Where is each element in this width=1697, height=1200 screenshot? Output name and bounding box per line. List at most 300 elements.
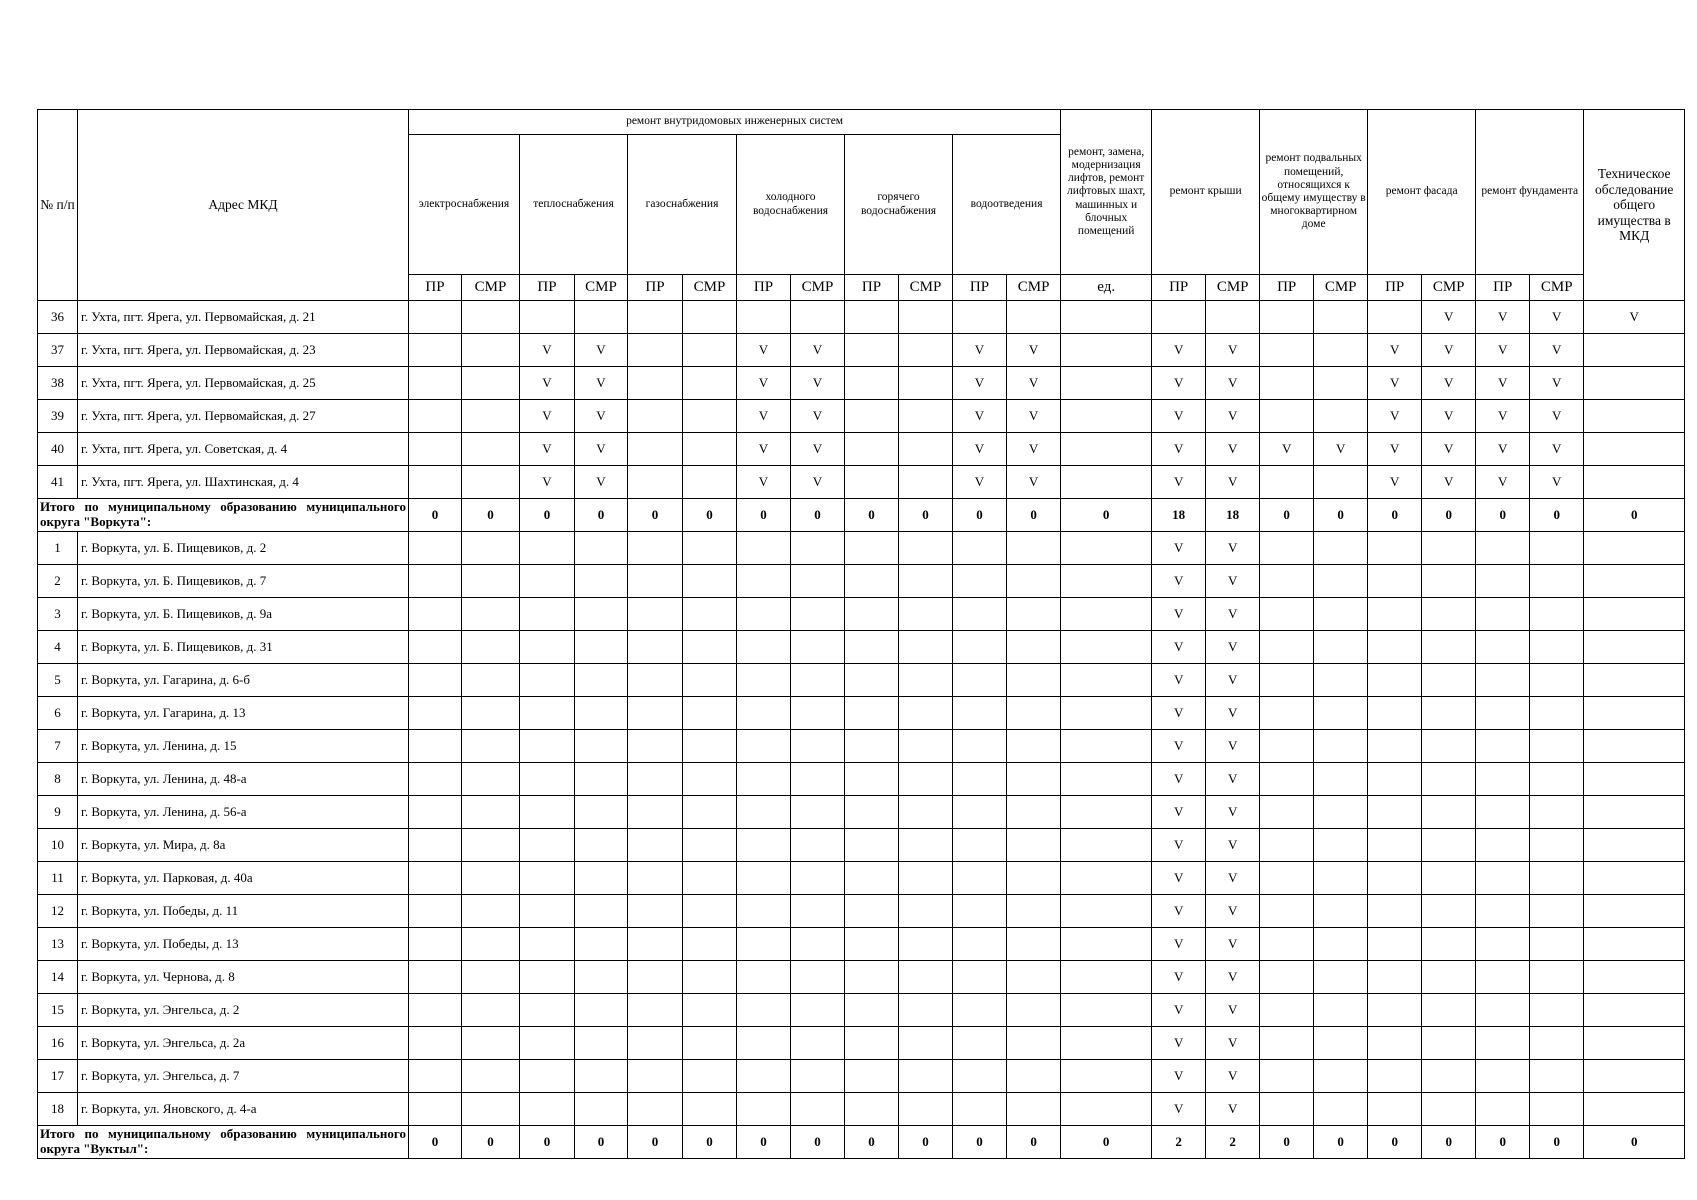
mark-cell <box>1422 928 1476 961</box>
mark-cell: V <box>1152 433 1206 466</box>
mark-cell <box>520 796 575 829</box>
mark-cell <box>1368 1093 1422 1126</box>
mark-cell <box>462 730 520 763</box>
mark-cell <box>1476 994 1530 1027</box>
mark-cell <box>520 1093 575 1126</box>
row-address: г. Воркута, ул. Ленина, д. 48-а <box>78 763 409 796</box>
total-value: 0 <box>409 1126 462 1159</box>
mark-cell: V <box>1206 1060 1260 1093</box>
mark-cell: V <box>737 334 791 367</box>
table-row <box>38 1093 1685 1126</box>
mark-cell: V <box>1152 1060 1206 1093</box>
table-row <box>38 829 1685 862</box>
mark-cell <box>845 994 899 1027</box>
mark-cell: V <box>1476 400 1530 433</box>
mark-cell <box>1476 961 1530 994</box>
mark-cell: V <box>575 466 628 499</box>
mark-cell <box>1260 994 1314 1027</box>
mark-cell <box>1368 598 1422 631</box>
mark-cell <box>845 664 899 697</box>
row-address: г. Ухта, пгт. Ярега, ул. Первомайская, д. 23 <box>78 334 409 367</box>
mark-cell: V <box>1152 928 1206 961</box>
mark-cell <box>845 862 899 895</box>
mark-cell <box>1061 961 1152 994</box>
mark-cell <box>409 664 462 697</box>
total-value: 0 <box>899 499 953 532</box>
table-row <box>38 1060 1685 1093</box>
mark-cell <box>462 928 520 961</box>
mark-cell <box>1007 730 1061 763</box>
row-number: 6 <box>38 697 78 730</box>
mark-cell <box>1061 1060 1152 1093</box>
mark-cell <box>575 1093 628 1126</box>
mark-cell <box>791 829 845 862</box>
mark-cell <box>1061 763 1152 796</box>
mark-cell <box>1422 1093 1476 1126</box>
table-row <box>38 334 1685 367</box>
mark-cell <box>683 1027 737 1060</box>
header-address: Адрес МКД <box>78 110 409 301</box>
mark-cell <box>899 565 953 598</box>
mark-cell <box>1584 895 1685 928</box>
mark-cell: V <box>1152 796 1206 829</box>
mark-cell <box>1476 1093 1530 1126</box>
mark-cell: V <box>1422 433 1476 466</box>
mark-cell: V <box>1206 862 1260 895</box>
mark-cell <box>1061 400 1152 433</box>
mark-cell <box>1476 895 1530 928</box>
mark-cell <box>1260 796 1314 829</box>
mark-cell: V <box>1152 1093 1206 1126</box>
mark-cell <box>628 367 683 400</box>
mark-cell <box>1530 763 1584 796</box>
mark-cell: V <box>1152 763 1206 796</box>
mark-cell: V <box>1314 433 1368 466</box>
mark-cell: V <box>791 334 845 367</box>
mark-cell <box>1260 334 1314 367</box>
mark-cell: V <box>1007 334 1061 367</box>
mark-cell <box>462 466 520 499</box>
mark-cell <box>628 862 683 895</box>
mark-cell <box>899 1027 953 1060</box>
mark-cell <box>628 928 683 961</box>
mark-cell <box>520 961 575 994</box>
total-value: 0 <box>1530 1126 1584 1159</box>
mark-cell <box>1061 895 1152 928</box>
mark-cell <box>520 928 575 961</box>
sub-smr: СМР <box>899 275 953 301</box>
mark-cell <box>462 433 520 466</box>
row-address: г. Воркута, ул. Б. Пищевиков, д. 31 <box>78 631 409 664</box>
mark-cell <box>683 532 737 565</box>
mark-cell <box>520 1060 575 1093</box>
mark-cell <box>1422 730 1476 763</box>
mark-cell: V <box>791 367 845 400</box>
total-value: 0 <box>520 499 575 532</box>
mark-cell <box>1530 928 1584 961</box>
mark-cell <box>575 565 628 598</box>
mark-cell <box>1530 829 1584 862</box>
mark-cell <box>1476 697 1530 730</box>
mark-cell <box>575 301 628 334</box>
total-value: 0 <box>899 1126 953 1159</box>
mark-cell <box>409 532 462 565</box>
mark-cell <box>462 763 520 796</box>
mark-cell <box>1007 895 1061 928</box>
mark-cell <box>1422 532 1476 565</box>
header-foundation: ремонт фундамента <box>1476 110 1584 275</box>
mark-cell <box>409 862 462 895</box>
mark-cell <box>462 1027 520 1060</box>
total-value: 0 <box>1422 1126 1476 1159</box>
mark-cell: V <box>1152 532 1206 565</box>
mark-cell <box>899 1060 953 1093</box>
table-row <box>38 433 1685 466</box>
mark-cell <box>462 631 520 664</box>
mark-cell <box>1061 367 1152 400</box>
mark-cell <box>899 598 953 631</box>
mark-cell <box>683 367 737 400</box>
mark-cell <box>462 664 520 697</box>
mark-cell <box>1007 829 1061 862</box>
mark-cell <box>1422 961 1476 994</box>
mark-cell <box>575 763 628 796</box>
mark-cell <box>953 1060 1007 1093</box>
mark-cell <box>1061 697 1152 730</box>
mark-cell <box>1476 763 1530 796</box>
mark-cell <box>1530 664 1584 697</box>
mark-cell <box>737 1093 791 1126</box>
mark-cell <box>520 763 575 796</box>
mark-cell <box>1061 928 1152 961</box>
total-value: 0 <box>628 1126 683 1159</box>
row-number: 9 <box>38 796 78 829</box>
mark-cell <box>575 631 628 664</box>
mark-cell <box>1476 796 1530 829</box>
mark-cell <box>1584 862 1685 895</box>
mark-cell: V <box>575 433 628 466</box>
sub-unit: ед. <box>1061 275 1152 301</box>
sub-pr: ПР <box>1260 275 1314 301</box>
row-number: 16 <box>38 1027 78 1060</box>
mark-cell <box>791 697 845 730</box>
row-address: г. Воркута, ул. Парковая, д. 40а <box>78 862 409 895</box>
mark-cell <box>462 895 520 928</box>
mark-cell: V <box>1530 301 1584 334</box>
row-number: 12 <box>38 895 78 928</box>
mark-cell <box>520 1027 575 1060</box>
mark-cell: V <box>575 334 628 367</box>
mark-cell: V <box>1152 994 1206 1027</box>
mark-cell <box>409 1027 462 1060</box>
total-value: 0 <box>1422 499 1476 532</box>
row-address: г. Ухта, пгт. Ярега, ул. Советская, д. 4 <box>78 433 409 466</box>
mark-cell <box>683 796 737 829</box>
mark-cell <box>409 565 462 598</box>
total-value: 0 <box>1584 1126 1685 1159</box>
mark-cell <box>899 697 953 730</box>
mark-cell <box>737 928 791 961</box>
mark-cell <box>462 301 520 334</box>
mark-cell <box>791 532 845 565</box>
mark-cell <box>845 631 899 664</box>
total-value: 0 <box>683 499 737 532</box>
mark-cell: V <box>1152 664 1206 697</box>
mark-cell <box>1476 664 1530 697</box>
table-row <box>38 1027 1685 1060</box>
mark-cell <box>575 862 628 895</box>
row-number: 13 <box>38 928 78 961</box>
row-address: г. Воркута, ул. Ленина, д. 56-а <box>78 796 409 829</box>
mark-cell <box>1368 697 1422 730</box>
total-value: 0 <box>1584 499 1685 532</box>
header-roof: ремонт крыши <box>1152 110 1260 275</box>
table-row <box>38 862 1685 895</box>
mark-cell <box>899 796 953 829</box>
total-value: 0 <box>845 1126 899 1159</box>
mark-cell: V <box>1476 433 1530 466</box>
mark-cell <box>1584 334 1685 367</box>
mark-cell <box>1314 961 1368 994</box>
mark-cell <box>409 928 462 961</box>
mark-cell <box>899 466 953 499</box>
mark-cell: V <box>953 367 1007 400</box>
table-row <box>38 631 1685 664</box>
mark-cell <box>628 631 683 664</box>
mark-cell <box>1368 730 1422 763</box>
mark-cell <box>1476 1027 1530 1060</box>
mark-cell <box>1314 796 1368 829</box>
mark-cell <box>1422 895 1476 928</box>
mark-cell <box>1422 598 1476 631</box>
mark-cell <box>1007 631 1061 664</box>
mark-cell <box>409 301 462 334</box>
mark-cell <box>899 730 953 763</box>
mark-cell <box>1206 301 1260 334</box>
total-value: 0 <box>1260 1126 1314 1159</box>
total-value: 0 <box>1368 499 1422 532</box>
table-row <box>38 532 1685 565</box>
mark-cell: V <box>1422 301 1476 334</box>
mark-cell: V <box>1584 301 1685 334</box>
mark-cell: V <box>1206 367 1260 400</box>
total-value: 18 <box>1206 499 1260 532</box>
mark-cell: V <box>1206 928 1260 961</box>
mark-cell <box>1260 730 1314 763</box>
mark-cell <box>628 829 683 862</box>
total-value: 0 <box>1314 1126 1368 1159</box>
mark-cell <box>1007 994 1061 1027</box>
mark-cell <box>683 400 737 433</box>
table-row <box>38 895 1685 928</box>
mark-cell <box>628 1027 683 1060</box>
mark-cell <box>1314 928 1368 961</box>
mark-cell <box>899 862 953 895</box>
header-power: электроснабжения <box>409 135 520 275</box>
mark-cell <box>1260 466 1314 499</box>
mark-cell <box>1314 730 1368 763</box>
table-row <box>38 400 1685 433</box>
mark-cell <box>1368 1027 1422 1060</box>
sub-pr: ПР <box>953 275 1007 301</box>
mark-cell: V <box>1368 367 1422 400</box>
row-address: г. Ухта, пгт. Ярега, ул. Первомайская, д. 27 <box>78 400 409 433</box>
mark-cell <box>737 895 791 928</box>
mark-cell <box>1368 664 1422 697</box>
mark-cell <box>1007 928 1061 961</box>
mark-cell <box>409 730 462 763</box>
mark-cell <box>1007 796 1061 829</box>
mark-cell <box>1314 829 1368 862</box>
mark-cell: V <box>575 400 628 433</box>
mark-cell <box>953 928 1007 961</box>
mark-cell <box>845 1093 899 1126</box>
mark-cell: V <box>1476 466 1530 499</box>
mark-cell <box>1368 763 1422 796</box>
row-number: 7 <box>38 730 78 763</box>
mark-cell <box>1530 1093 1584 1126</box>
mark-cell <box>1061 598 1152 631</box>
mark-cell <box>628 697 683 730</box>
mark-cell <box>1584 532 1685 565</box>
mark-cell: V <box>1368 433 1422 466</box>
mark-cell <box>899 433 953 466</box>
total-value: 0 <box>1530 499 1584 532</box>
mark-cell <box>575 928 628 961</box>
mark-cell <box>462 367 520 400</box>
mark-cell <box>1007 301 1061 334</box>
mark-cell <box>737 1027 791 1060</box>
mark-cell: V <box>1206 631 1260 664</box>
total-value: 0 <box>1061 499 1152 532</box>
mark-cell <box>899 664 953 697</box>
total-value: 0 <box>1476 499 1530 532</box>
row-number: 37 <box>38 334 78 367</box>
mark-cell <box>683 928 737 961</box>
mark-cell <box>462 697 520 730</box>
mark-cell <box>953 1093 1007 1126</box>
total-value: 0 <box>953 499 1007 532</box>
mark-cell <box>737 730 791 763</box>
mark-cell <box>409 829 462 862</box>
mark-cell <box>462 1093 520 1126</box>
mark-cell: V <box>1260 433 1314 466</box>
mark-cell <box>1476 631 1530 664</box>
mark-cell <box>1530 1060 1584 1093</box>
mark-cell <box>1314 565 1368 598</box>
row-number: 2 <box>38 565 78 598</box>
mark-cell <box>462 1060 520 1093</box>
sub-smr: СМР <box>1314 275 1368 301</box>
mark-cell <box>845 301 899 334</box>
mark-cell <box>845 961 899 994</box>
sub-smr: СМР <box>462 275 520 301</box>
row-address: г. Воркута, ул. Чернова, д. 8 <box>78 961 409 994</box>
mark-cell <box>1530 961 1584 994</box>
mark-cell: V <box>1152 631 1206 664</box>
mark-cell <box>1584 664 1685 697</box>
mark-cell <box>791 862 845 895</box>
mark-cell <box>953 565 1007 598</box>
mark-cell: V <box>1152 895 1206 928</box>
mark-cell <box>628 334 683 367</box>
mark-cell: V <box>1368 400 1422 433</box>
header-hot-water: горячего водоснабжения <box>845 135 953 275</box>
mark-cell <box>628 895 683 928</box>
row-address: г. Воркута, ул. Энгельса, д. 7 <box>78 1060 409 1093</box>
mark-cell <box>575 829 628 862</box>
mark-cell <box>628 532 683 565</box>
mark-cell: V <box>1368 466 1422 499</box>
mark-cell <box>1422 763 1476 796</box>
mark-cell <box>791 994 845 1027</box>
mark-cell <box>1476 862 1530 895</box>
mark-cell <box>845 466 899 499</box>
header-gas: газоснабжения <box>628 135 737 275</box>
mark-cell <box>1422 664 1476 697</box>
mark-cell <box>845 763 899 796</box>
mark-cell <box>520 301 575 334</box>
mark-cell <box>737 664 791 697</box>
row-address: г. Воркута, ул. Б. Пищевиков, д. 9а <box>78 598 409 631</box>
mark-cell <box>1584 466 1685 499</box>
sub-pr: ПР <box>409 275 462 301</box>
mark-cell <box>953 1027 1007 1060</box>
table-row <box>38 928 1685 961</box>
mark-cell <box>575 532 628 565</box>
mark-cell <box>683 862 737 895</box>
total-value: 0 <box>737 499 791 532</box>
repair-program-table <box>37 109 1685 1159</box>
mark-cell <box>575 1060 628 1093</box>
mark-cell <box>628 433 683 466</box>
mark-cell: V <box>1152 598 1206 631</box>
mark-cell <box>1061 334 1152 367</box>
mark-cell <box>683 334 737 367</box>
mark-cell <box>1314 334 1368 367</box>
mark-cell: V <box>1152 1027 1206 1060</box>
row-address: г. Воркута, ул. Мира, д. 8а <box>78 829 409 862</box>
mark-cell <box>1368 961 1422 994</box>
mark-cell <box>1368 829 1422 862</box>
table-row <box>38 367 1685 400</box>
mark-cell <box>845 730 899 763</box>
mark-cell <box>1260 829 1314 862</box>
mark-cell: V <box>1530 334 1584 367</box>
row-number: 4 <box>38 631 78 664</box>
row-address: г. Воркута, ул. Гагарина, д. 6-б <box>78 664 409 697</box>
mark-cell <box>845 400 899 433</box>
mark-cell: V <box>791 400 845 433</box>
mark-cell <box>1368 796 1422 829</box>
header-drain: водоотведения <box>953 135 1061 275</box>
mark-cell: V <box>953 433 1007 466</box>
row-address: г. Ухта, пгт. Ярега, ул. Шахтинская, д. 4 <box>78 466 409 499</box>
mark-cell <box>1422 1027 1476 1060</box>
mark-cell <box>1314 466 1368 499</box>
mark-cell <box>409 367 462 400</box>
table-body <box>38 301 1685 1159</box>
mark-cell <box>953 664 1007 697</box>
mark-cell <box>953 829 1007 862</box>
mark-cell <box>737 301 791 334</box>
mark-cell <box>683 697 737 730</box>
mark-cell <box>899 400 953 433</box>
mark-cell <box>575 598 628 631</box>
mark-cell <box>575 664 628 697</box>
mark-cell <box>1061 994 1152 1027</box>
row-number: 14 <box>38 961 78 994</box>
